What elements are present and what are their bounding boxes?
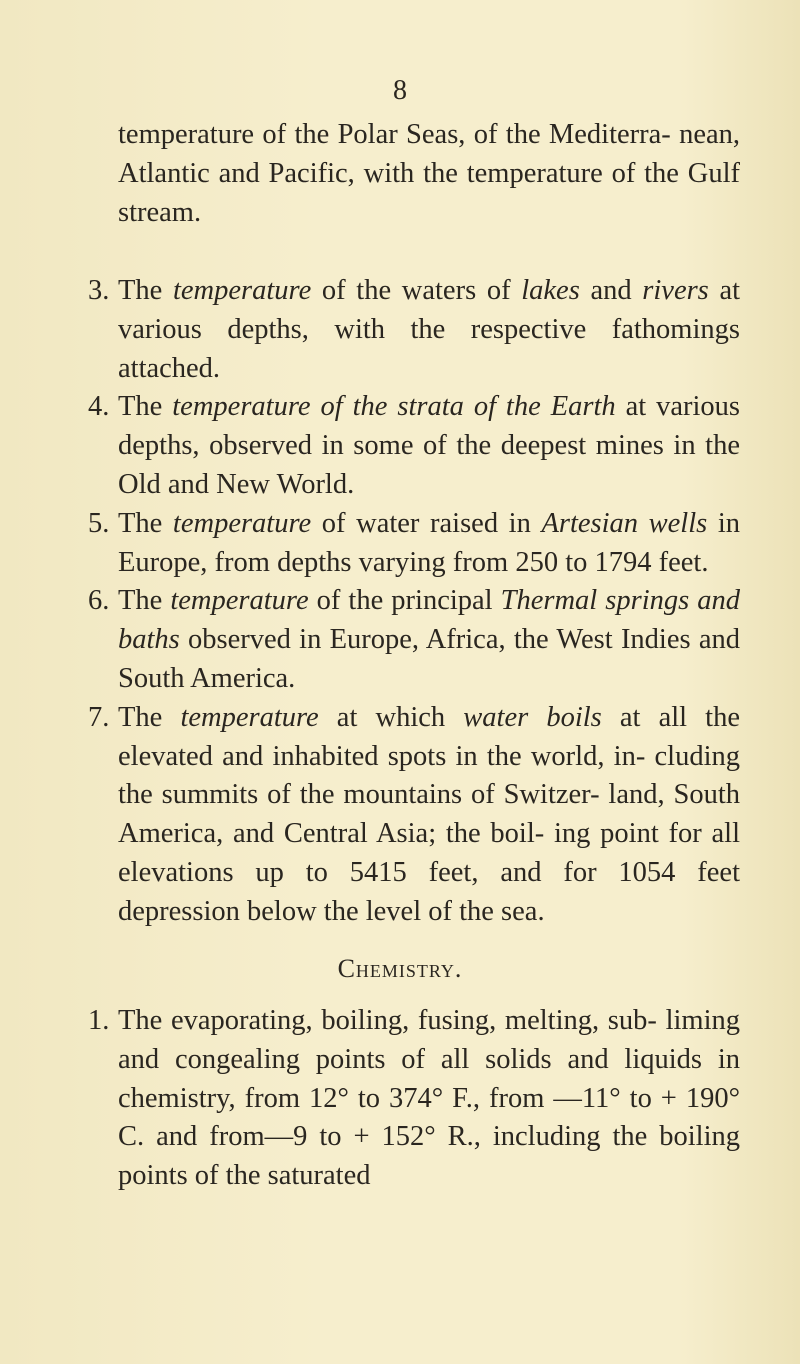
chemistry-list [88, 1002, 740, 1196]
item-number: 4. [88, 391, 110, 423]
chemistry-item [88, 1002, 740, 1196]
text-run: at all the elevated and inhabited spots in the world, in- cluding the summits of the mountains of Switzer- land, South America, and Central Asia; the boil- ing point for all elevations up to 5415 feet, and for 1054 feet depression below the level of the sea. [118, 701, 740, 927]
text-run: at various depths, observed in some of the deepest mines in the Old and New World. [118, 391, 740, 500]
item-text [118, 505, 740, 583]
page-number: 8 [393, 75, 407, 106]
italic-term: temperature of the strata of the Earth [172, 391, 616, 423]
item-number: 7. [88, 701, 110, 733]
item-text [118, 699, 740, 932]
italic-term: temperature [172, 507, 312, 539]
italic-term: temperature [180, 701, 319, 733]
text-run: at which [318, 701, 464, 733]
text-run: The [118, 391, 173, 423]
italic-term: water boils [463, 701, 602, 733]
numbered-list [88, 272, 741, 932]
list-item [88, 699, 740, 932]
italic-term: Artesian wells [541, 507, 708, 539]
italic-term: temperature [172, 275, 312, 306]
text-run: The [118, 701, 181, 733]
text-run: The [118, 275, 173, 306]
list-item [88, 582, 740, 698]
item-text [118, 582, 740, 698]
list-item [88, 505, 741, 583]
text-run: The [118, 585, 171, 617]
intro-paragraph [118, 116, 740, 232]
item-number: 5. [88, 507, 110, 539]
text-run: The evaporating, boiling, fusing, melting, sub- liming and congealing points of all solids and liquids in chemistry, from 12° to 374° F., from —11° to + 190° C. and from—9 to + 152° R., including the boiling points of the saturated [118, 1005, 740, 1192]
intro-text: temperature of the Polar Seas, of the Mediterra- nean, Atlantic and Pacific, with the temperature of the Gulf stream. [118, 119, 740, 228]
item-number: 3. [88, 275, 110, 306]
text-run: observed in Europe, Africa, the West Indies and South America. [118, 624, 740, 694]
item-text [118, 1002, 740, 1196]
italic-term: temperature [170, 585, 309, 617]
item-text [118, 388, 740, 504]
text-run: of water raised in [311, 507, 542, 539]
text-run: in Europe, from depths varying from 250 to 1794 feet. [118, 507, 741, 578]
italic-term: lakes [521, 275, 580, 306]
italic-term: Thermal springs and baths [118, 585, 740, 656]
list-item [88, 272, 741, 388]
item-text [118, 272, 740, 388]
text-run: of the principal [308, 585, 501, 617]
text-run: The [118, 507, 173, 539]
item-number: 1. [88, 1005, 110, 1036]
item-number: 6. [88, 585, 110, 617]
italic-term: rivers [642, 275, 709, 306]
text-run: of the waters of [311, 275, 522, 306]
text-run: at various depths, with the respective fathomings attached. [118, 275, 741, 384]
section-heading-chemistry: Chemistry. [337, 954, 463, 983]
list-item [88, 388, 740, 504]
text-run: and [579, 275, 643, 306]
